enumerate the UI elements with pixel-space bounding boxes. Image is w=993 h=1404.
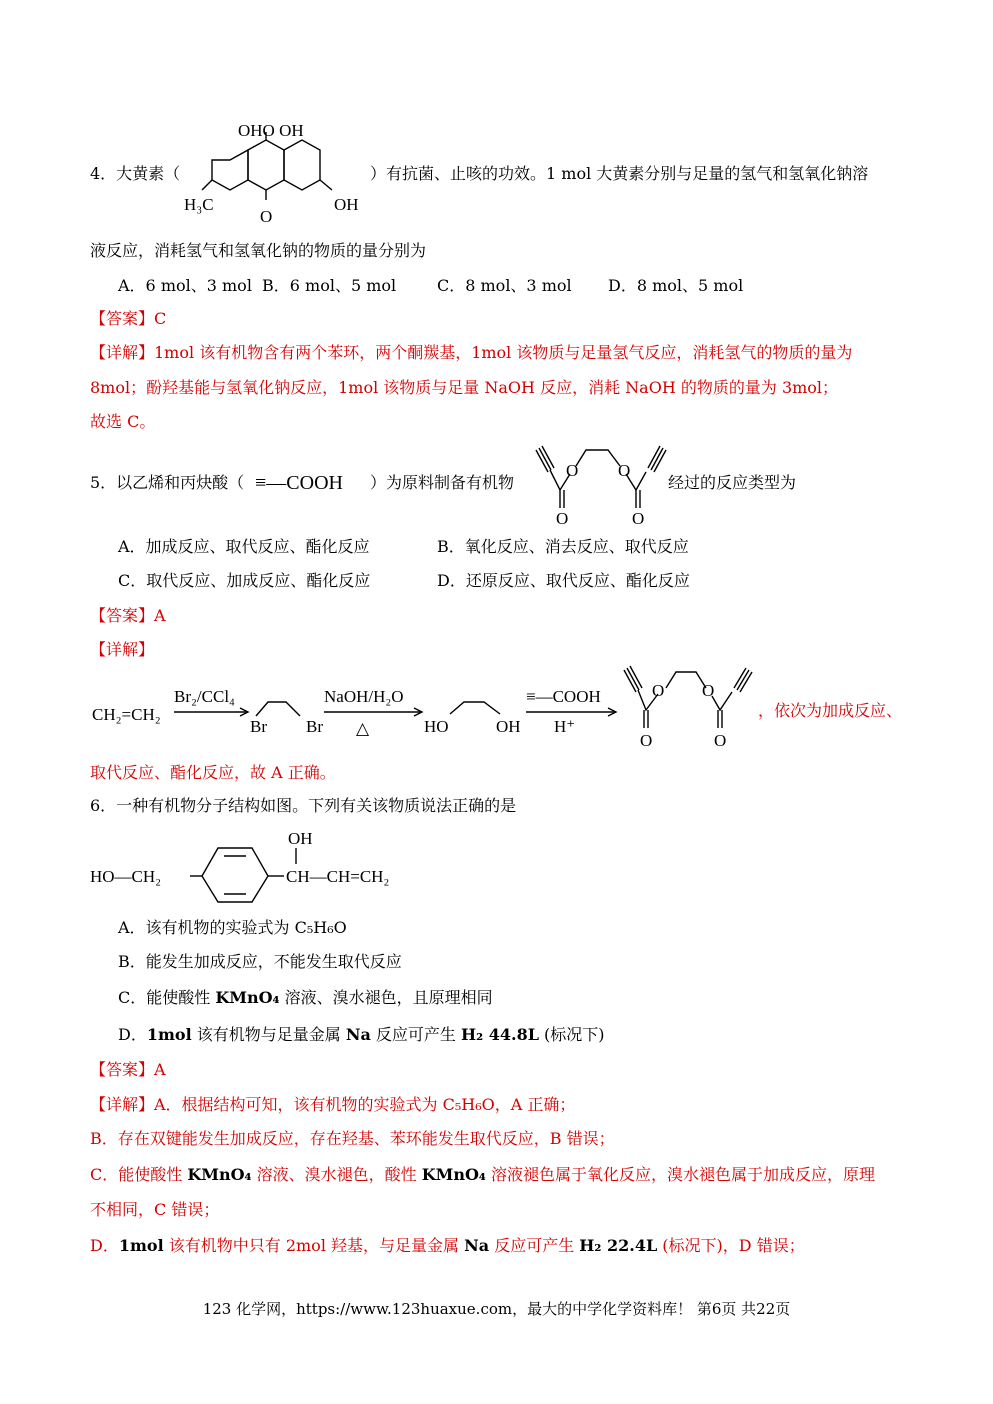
emodin-ring-left — [212, 150, 248, 190]
scheme-r3-below: H⁺ — [554, 717, 576, 736]
q5-option-a: A．加成反应、取代反应、酯化反应 — [118, 537, 370, 556]
q6-detail-d-mid: 该有机物中只有 2mol 羟基，与足量金属 — [163, 1236, 465, 1255]
q6-struct-left: HO—CH₂ — [90, 867, 162, 886]
q4-stem-suffix: ）有抗菌、止咳的功效。1 mol 大黄素分别与足量的氢气和氢氧化钠溶 — [370, 164, 869, 183]
diester-o2-label: O — [632, 509, 645, 528]
scheme-r2: NaOH/H₂O — [324, 687, 404, 706]
diester-o1-label: O — [556, 509, 569, 528]
q6-struct-oh: OH — [288, 829, 313, 848]
q4-option-c: C．8 mol、3 mol — [437, 276, 572, 295]
q6-detail-c-kmno4: KMnO₄ — [187, 1165, 252, 1184]
scheme-br2: Br — [306, 717, 323, 736]
q6-struct-right: CH—CH=CH₂ — [286, 867, 390, 886]
q6-option-d-mid: 该有机物与足量金属 — [191, 1025, 346, 1044]
scheme-prod-o1: O — [640, 731, 653, 750]
scheme-start: CH₂=CH₂ — [92, 705, 161, 724]
q5-option-c: C．取代反应、加成反应、酯化反应 — [118, 571, 371, 590]
q6-detail-c-line2: 不相同，C 错误； — [90, 1200, 220, 1219]
q6-option-c-kmno4: KMnO₄ — [215, 988, 280, 1007]
q5-scheme-tail: ，依次为加成反应、 — [758, 701, 903, 720]
q6-detail-d-mid2: 反应可产生 — [489, 1236, 580, 1255]
q4-detail-line3: 故选 C。 — [90, 412, 156, 431]
q6-option-d-na: Na — [345, 1025, 371, 1044]
scheme-prod-o2: O — [714, 731, 727, 750]
q6-option-d — [118, 1025, 605, 1045]
q5-reagent: ≡—COOH — [255, 472, 343, 494]
scheme-br1: Br — [250, 717, 267, 736]
scheme-prod-oe2: O — [702, 681, 715, 700]
q6-structure-image — [90, 822, 430, 902]
diester-structure-image — [530, 444, 670, 528]
q6-answer: 【答案】A — [90, 1060, 166, 1079]
scheme-r3: ≡—COOH — [526, 687, 601, 706]
q4-detail-line1: 【详解】1mol 该有机物含有两个苯环，两个酮羰基，1mol 该物质与足量氢气反应，消耗氢气的物质的量为 — [90, 343, 853, 362]
q6-option-c-pre: C．能使酸性 — [118, 988, 216, 1007]
q5-stem-suffix: 经过的反应类型为 — [668, 473, 797, 492]
scheme-oh: OH — [496, 717, 521, 736]
emodin-ch3-label: H₃C — [184, 195, 214, 214]
q6-option-d-mid2: 反应可产生 — [370, 1025, 462, 1044]
page-footer: 123 化学网，https://www.123huaxue.com，最大的中学化学资料库！ 第6页 共22页 — [202, 1300, 791, 1318]
q4-option-a: A．6 mol、3 mol — [118, 276, 252, 295]
emodin-ring-right — [284, 140, 320, 190]
q6-detail-d-pre: D． — [90, 1236, 119, 1255]
q6-stem: 6．一种有机物分子结构如图。下列有关该物质说法正确的是 — [90, 796, 517, 815]
q6-detail-d-na: Na — [464, 1236, 490, 1255]
q6-option-d-post: (标况下) — [538, 1025, 605, 1044]
q6-detail-d-h2: H₂ 22.4L — [579, 1236, 658, 1255]
q6-detail-c-post: 溶液褪色属于氧化反应，溴水褪色属于加成反应，原理 — [485, 1165, 876, 1184]
q6-detail-b: B．存在双键能发生加成反应，存在羟基、苯环能发生取代反应，B 错误； — [90, 1129, 615, 1148]
scheme-r1: Br₂/CCl₄ — [174, 687, 235, 706]
q6-option-a: A．该有机物的实验式为 C₅H₆O — [118, 918, 347, 937]
q6-option-d-pre: D． — [118, 1025, 147, 1044]
emodin-ring-middle — [248, 140, 284, 190]
emodin-top-label: OHO OH — [238, 121, 304, 140]
q5-option-d: D．还原反应、取代反应、酯化反应 — [437, 571, 690, 590]
q6-option-c — [118, 988, 493, 1008]
q6-detail-d-mol: 1mol — [118, 1236, 164, 1255]
q6-option-d-h2: H₂ 44.8L — [461, 1025, 539, 1044]
q6-detail-d — [90, 1236, 805, 1256]
q4-detail-line2: 8mol；酚羟基能与氢氧化钠反应，1mol 该物质与足量 NaOH 反应，消耗 NaOH 的物质的量为 3mol； — [90, 378, 839, 397]
scheme-ho: HO — [424, 717, 449, 736]
emodin-o-label: O — [260, 207, 273, 226]
q6-detail-c-mid: 溶液、溴水褪色，酸性 — [251, 1165, 422, 1184]
diester-o-ester1: O — [566, 461, 579, 480]
diester-o-ester2: O — [618, 461, 631, 480]
q6-detail-d-post: (标况下)，D 错误； — [657, 1236, 805, 1255]
q5-detail-line2: 取代反应、酯化反应，故 A 正确。 — [90, 763, 336, 782]
scheme-r2-below: △ — [356, 719, 370, 738]
q4-option-b: B．6 mol、5 mol — [262, 276, 397, 295]
q5-stem-mid: ）为原料制备有机物 — [370, 473, 515, 492]
q5-detail-label: 【详解】 — [90, 640, 155, 659]
q6-detail-c-pre: C．能使酸性 — [90, 1165, 188, 1184]
q6-option-d-mol: 1mol — [146, 1025, 192, 1044]
emodin-structure-image — [180, 118, 380, 228]
scheme-prod-oe1: O — [652, 681, 665, 700]
q6-option-b: B．能发生加成反应，不能发生取代反应 — [118, 952, 402, 971]
q5-stem-prefix: 5．以乙烯和丙炔酸（ — [90, 473, 245, 492]
q4-answer: 【答案】C — [90, 309, 167, 328]
q6-detail-c — [90, 1165, 875, 1185]
q5-option-b: B．氧化反应、消去反应、取代反应 — [437, 537, 689, 556]
q4-stem-prefix: 4．大黄素（ — [90, 164, 181, 183]
q6-detail-a: 【详解】A．根据结构可知，该有机物的实验式为 C₅H₆O，A 正确； — [90, 1095, 576, 1114]
q5-answer: 【答案】A — [90, 606, 166, 625]
emodin-oh-label: OH — [334, 195, 359, 214]
q4-option-d: D．8 mol、5 mol — [608, 276, 744, 295]
q6-detail-c-kmno4-2: KMnO₄ — [421, 1165, 486, 1184]
q6-option-c-post: 溶液、溴水褪色，且原理相同 — [279, 988, 493, 1007]
synthesis-scheme-image — [90, 666, 760, 752]
q4-stem-line2: 液反应，消耗氢气和氢氧化钠的物质的量分别为 — [90, 241, 427, 260]
